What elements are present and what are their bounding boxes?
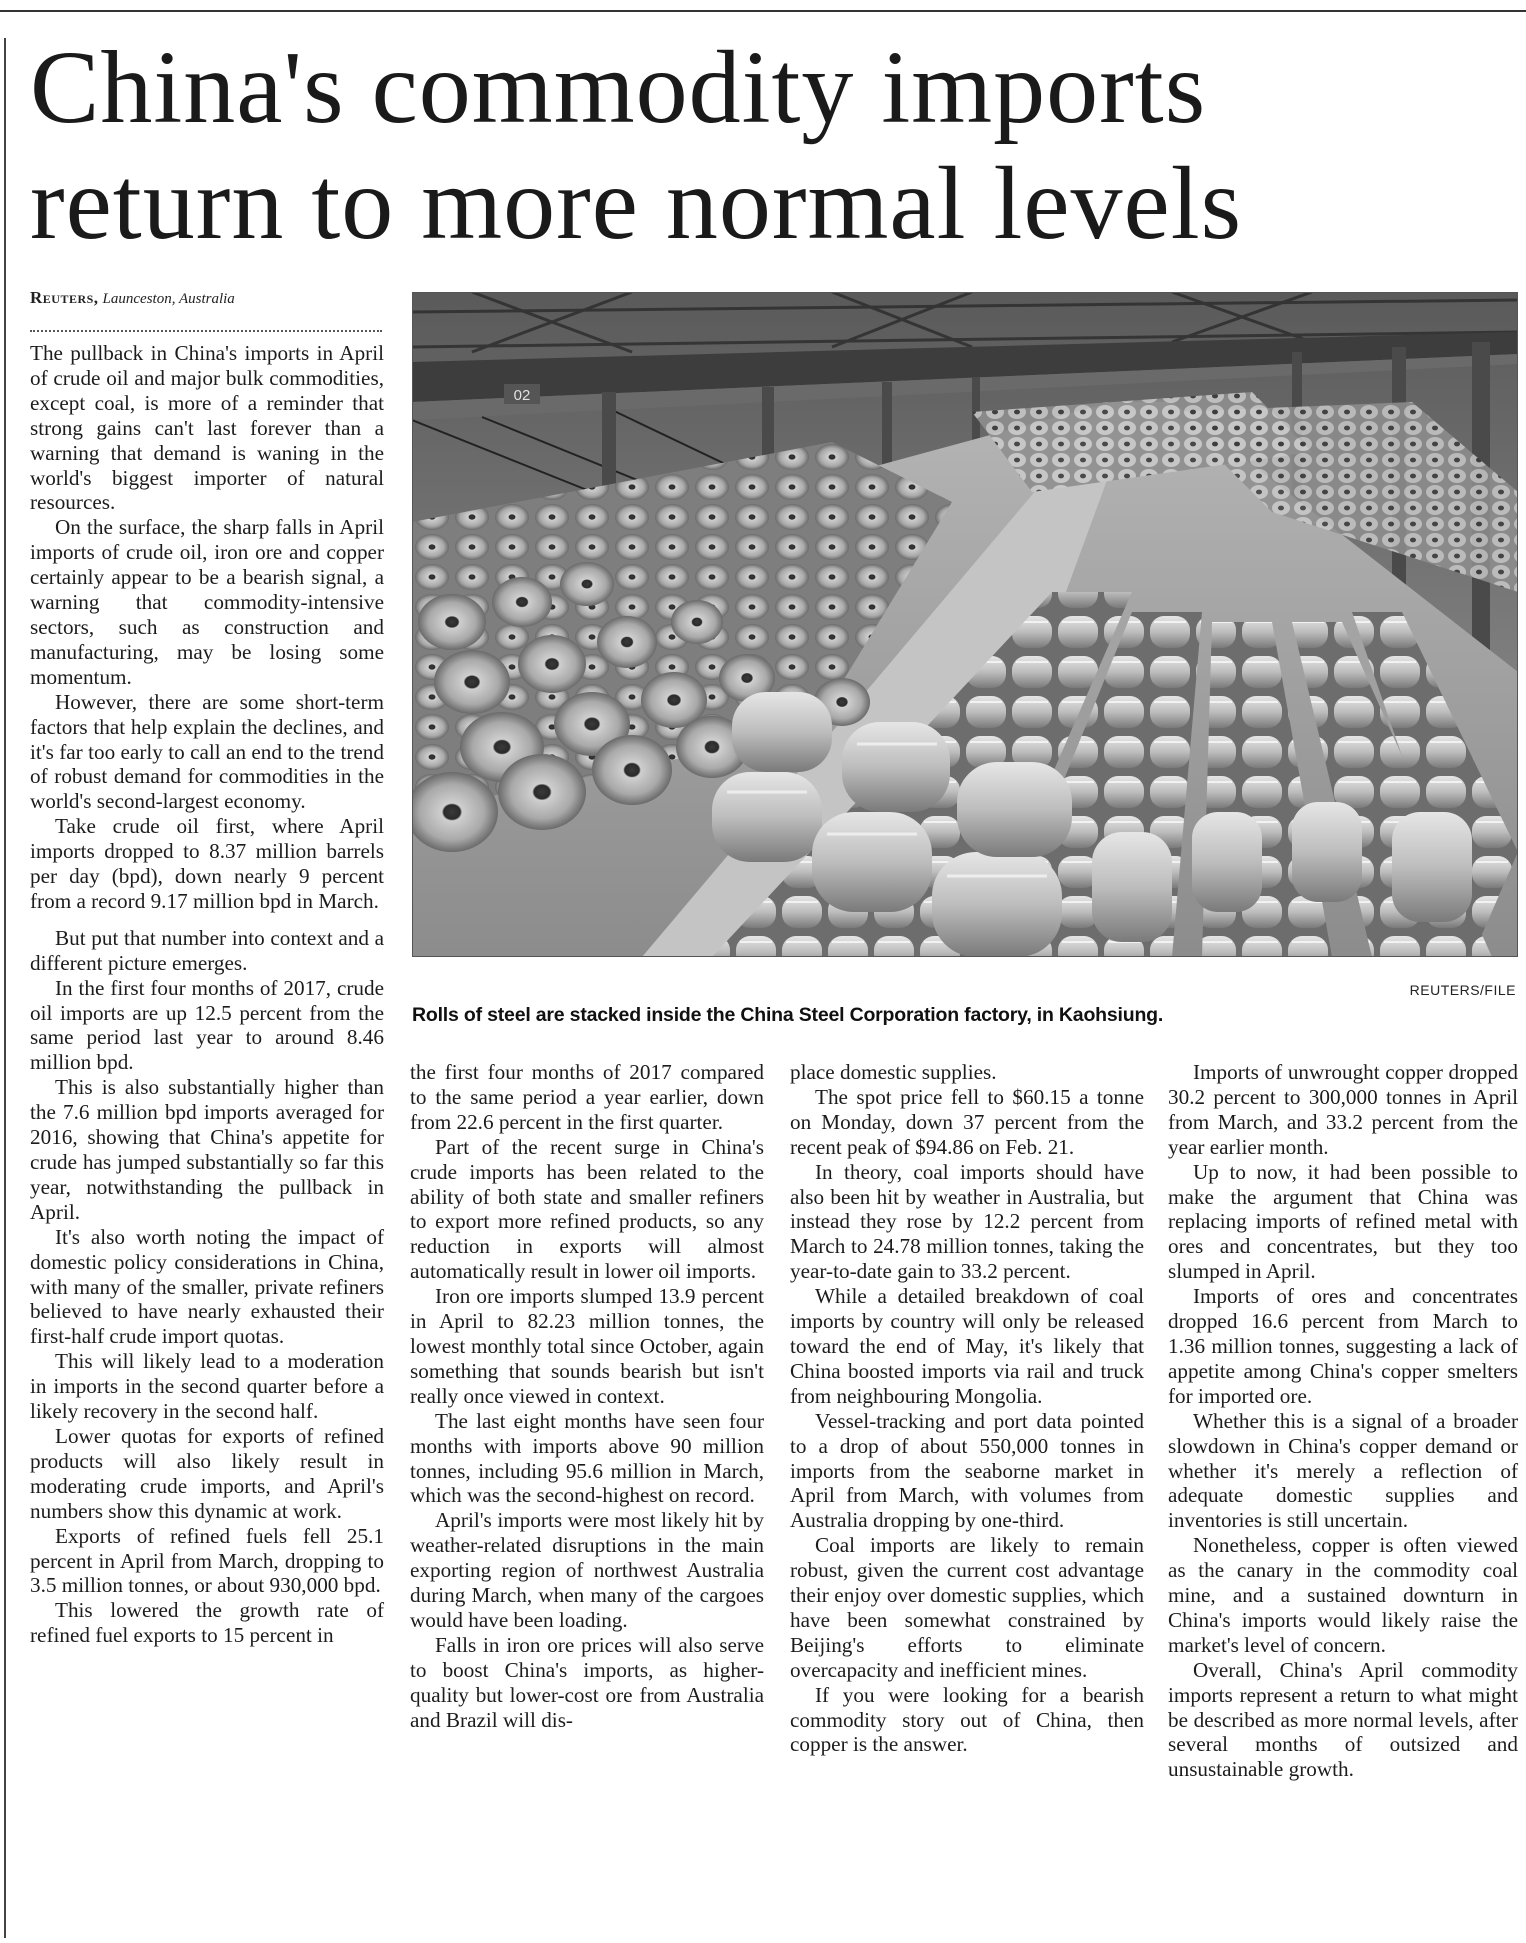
headline-line-1: China's commodity imports [30, 30, 1207, 145]
paragraph: Up to now, it had been possible to make the argument that China was replacing imports of refined metal with ores and concentrates, but they too slumped in April. [1168, 1159, 1518, 1284]
paragraph: Whether this is a signal of a broader slowdown in China's copper demand or whether it's merely a reflection of adequate domestic supplies and inventories is still uncertain. [1168, 1408, 1518, 1533]
paragraph: Lower quotas for exports of refined products will also likely result in moderating crude imports, and April's numbers show this dynamic at work. [30, 1423, 384, 1523]
paragraph: The pullback in China's imports in April of crude oil and major bulk commodities, except coal, is more of a reminder that strong gains can't last forever than a warning that demand is waning in the world's biggest importer of natural resources. [30, 341, 384, 515]
paragraph: It's also worth noting the impact of domestic policy considerations in China, with many of the smaller, private refiners believed to have nearly exhausted their first-half crude import quotas. [30, 1224, 384, 1349]
paragraph: The spot price fell to $60.15 a tonne on Monday, down 37 percent from the recent peak of $94.86 on Feb. 21. [790, 1084, 1144, 1159]
paragraph: But put that number into context and a different picture emerges. [30, 925, 384, 975]
paragraph: This will likely lead to a moderation in imports in the second quarter before a likely recovery in the second half. [30, 1349, 384, 1424]
article-column-2 [410, 1060, 764, 1732]
byline-agency: Reuters, [30, 288, 99, 307]
paragraph: On the surface, the sharp falls in April imports of crude oil, iron ore and copper certainly appear to be a bearish signal, a warning that commodity-intensive sectors, such as construction and manufacturing, may be losing some momentum. [30, 515, 384, 689]
left-column-rule [4, 38, 6, 1938]
paragraph: While a detailed breakdown of coal imports by country will only be released toward the end of May, it's likely that China boosted imports via rail and truck from neighbouring Mongolia. [790, 1284, 1144, 1408]
byline-divider [30, 330, 382, 332]
paragraph: Imports of ores and concentrates dropped 16.6 percent from March to 1.36 million tonnes, suggesting a lack of appetite among China's copper smelters for imported ore. [1168, 1284, 1518, 1408]
photo-credit: REUTERS/FILE [1409, 982, 1516, 998]
paragraph: Take crude oil first, where April imports dropped to 8.37 million barrels per day (bpd), down nearly 9 percent from a record 9.17 million bpd in March. [30, 814, 384, 913]
photo-caption: Rolls of steel are stacked inside the China Steel Corporation factory, in Kaohsiung. [412, 1004, 1164, 1026]
paragraph: the first four months of 2017 compared to the same period a year earlier, down from 22.6 percent in the first quarter. [410, 1060, 764, 1134]
paragraph: However, there are some short-term factors that help explain the declines, and it's far too early to call an end to the trend of robust demand for commodities in the world's second-largest economy. [30, 689, 384, 814]
paragraph: Iron ore imports slumped 13.9 percent in April to 82.23 million tonnes, the lowest monthly total since October, again something that sounds bearish but isn't really once viewed in context. [410, 1284, 764, 1408]
headline [30, 30, 1510, 262]
article-column-4 [1168, 1060, 1518, 1782]
paragraph: In theory, coal imports should have also been hit by weather in Australia, but instead they rose by 12.2 percent from March to 24.78 million tonnes, taking the year-to-date gain to 33.2 percent. [790, 1159, 1144, 1284]
paragraph: This is also substantially higher than the 7.6 million bpd imports averaged for 2016, showing that China's appetite for crude has jumped substantially so far this year, notwithstanding the pullback in April. [30, 1075, 384, 1224]
paragraph: In the first four months of 2017, crude oil imports are up 12.5 percent from the same period last year to around 8.46 million bpd. [30, 975, 384, 1075]
paragraph: Falls in iron ore prices will also serve to boost China's imports, as higher-quality but lower-cost ore from Australia and Brazil will dis- [410, 1632, 764, 1732]
paragraph: The last eight months have seen four months with imports above 90 million tonnes, including 95.6 million in March, which was the second-highest on record. [410, 1408, 764, 1508]
paragraph: Part of the recent surge in China's crude imports has been related to the ability of both state and smaller refiners to export more refined products, so any reduction in exports will almost automatically result in lower oil imports. [410, 1134, 764, 1284]
crane-sign: 02 [513, 387, 531, 404]
photo-illustration [412, 292, 1518, 957]
paragraph: Exports of refined fuels fell 25.1 percent in April from March, dropping to 3.5 million tonnes, or about 930,000 bpd. [30, 1523, 384, 1598]
article-column-3 [790, 1060, 1144, 1757]
paragraph: Vessel-tracking and port data pointed to a drop of about 550,000 tonnes in imports from the seaborne market in April from March, with volumes from Australia dropping by one-third. [790, 1408, 1144, 1533]
paragraph: Coal imports are likely to remain robust, given the current cost advantage their enjoy over domestic supplies, which have been somewhat constrained by Beijing's efforts to eliminate overcapacity and inefficient mines. [790, 1533, 1144, 1682]
paragraph: Nonetheless, copper is often viewed as the canary in the commodity coal mine, and a sustained downturn in China's imports would likely raise the market's level of concern. [1168, 1533, 1518, 1657]
paragraph: place domestic supplies. [790, 1060, 997, 1084]
steel-factory-photo [412, 292, 1518, 957]
paragraph: Imports of unwrought copper dropped 30.2 percent to 300,000 tonnes in April from March, and 33.2 percent from the year earlier month. [1168, 1060, 1518, 1159]
article-column-1 [30, 341, 384, 1648]
byline [30, 288, 390, 308]
paragraph: April's imports were most likely hit by weather-related disruptions in the main exporting region of northwest Australia during March, when many of the cargoes would have been loading. [410, 1508, 764, 1632]
paragraph: Overall, China's April commodity imports represent a return to what might be described as more normal levels, after several months of outsized and unsustainable growth. [1168, 1657, 1518, 1782]
top-rule [0, 10, 1526, 12]
paragraph: If you were looking for a bearish commodity story out of China, then copper is the answer. [790, 1682, 1144, 1757]
paragraph: This lowered the growth rate of refined fuel exports to 15 percent in [30, 1598, 384, 1648]
byline-location: Launceston, Australia [102, 291, 235, 307]
headline-line-2: return to more normal levels [30, 146, 1243, 261]
